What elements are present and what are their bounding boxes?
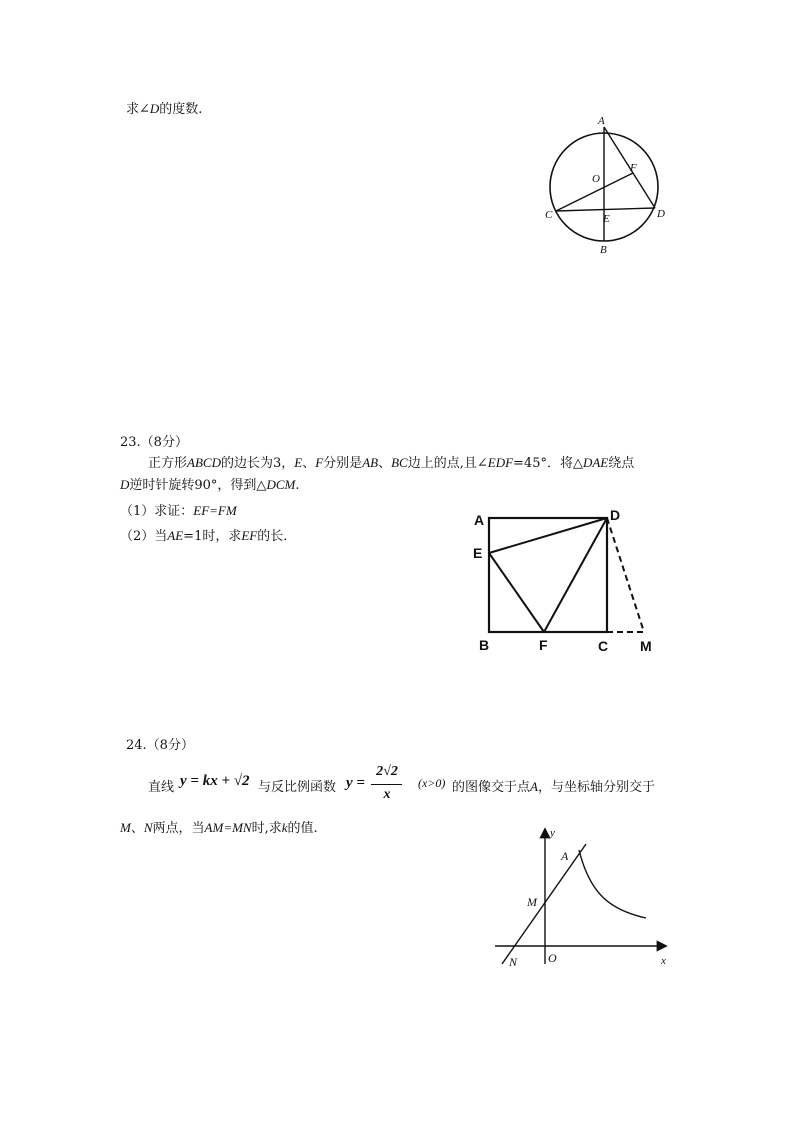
q23-square-figure	[468, 505, 668, 660]
dashed-dm	[607, 518, 644, 632]
q24-line1-a: 直线	[148, 780, 175, 795]
label-b: B	[600, 244, 607, 256]
q22-question-tail: 求∠D的度数.	[126, 101, 203, 117]
label-d: D	[657, 208, 665, 220]
chord-cd	[556, 208, 655, 211]
label-f: F	[539, 637, 548, 653]
label-a: A	[474, 512, 485, 528]
label-c: C	[545, 209, 553, 221]
q23-statement-line1: 正方形ABCD的边长为3，E、F分别是AB、BC边上的点,且∠EDF=45°．将△DAE绕点	[148, 455, 635, 471]
q24-line1-c: 的图像交于点A，与坐标轴分别交于	[452, 779, 655, 795]
label-a: A	[598, 115, 605, 127]
segment-fd	[544, 518, 607, 632]
q24-condition: (x>0)	[418, 776, 446, 790]
q24-graph-figure	[490, 822, 680, 972]
label-c: C	[598, 638, 609, 654]
q22-circle-figure	[530, 110, 680, 260]
label-e: E	[473, 545, 483, 561]
q23-header: 23.（8分）	[120, 435, 188, 450]
q24-line1-b: 与反比例函数	[258, 780, 337, 795]
label-a: A	[561, 849, 569, 863]
hyperbola-curve	[579, 850, 646, 918]
label-m: M	[527, 895, 537, 909]
label-o: O	[592, 173, 600, 185]
label-y: y	[550, 827, 555, 839]
q24-fraction-numerator: 2√2	[376, 764, 398, 779]
segment-ed	[489, 518, 607, 553]
q24-line2: M、N两点，当AM=MN时,求k的值.	[120, 820, 318, 836]
q24-fraction-bar	[371, 784, 402, 785]
q23-statement-line2: D逆时针旋转90°，得到△DCM.	[120, 477, 300, 493]
label-b: B	[479, 637, 490, 653]
label-e: E	[603, 213, 610, 225]
q24-header: 24.（8分）	[126, 738, 194, 753]
label-m: M	[640, 638, 652, 654]
q24-equation-hyperbola-lhs: y =	[346, 775, 365, 791]
label-o: O	[548, 951, 557, 965]
label-n: N	[509, 955, 518, 969]
q24-equation-line: y = kx + √2	[180, 773, 250, 789]
label-x: x	[661, 955, 666, 967]
segment-ef	[489, 553, 544, 632]
q23-part2: （2）当AE=1时，求EF的长．	[120, 528, 297, 544]
label-d: D	[610, 507, 621, 523]
label-f: F	[630, 162, 637, 174]
q23-part1: （1）求证：EF=FM	[120, 503, 237, 519]
q24-fraction-denominator: x	[383, 787, 391, 802]
